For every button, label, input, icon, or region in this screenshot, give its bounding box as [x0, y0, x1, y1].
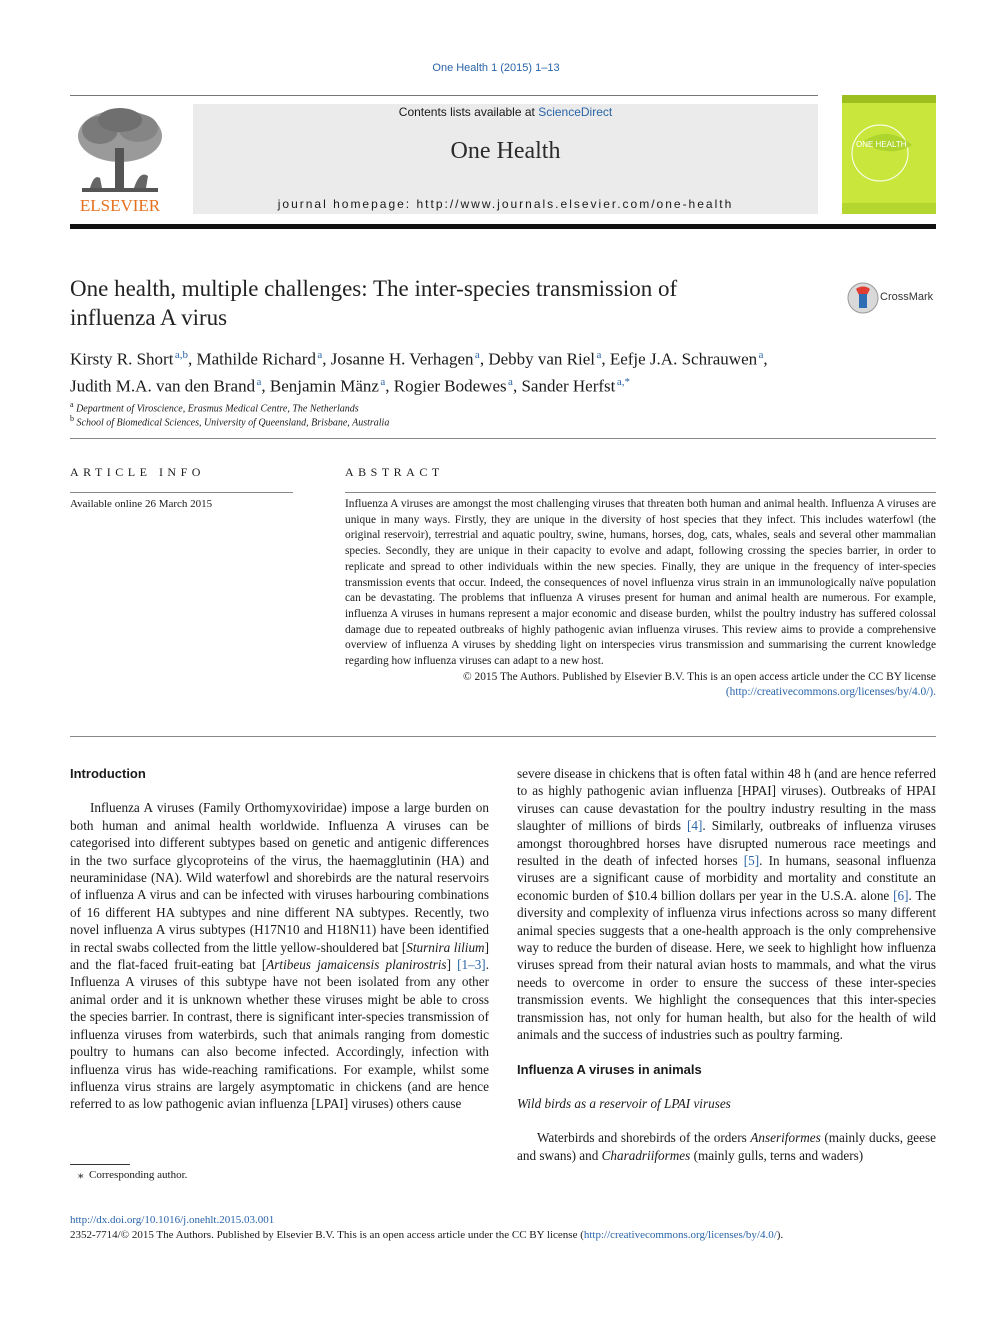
- journal-citation[interactable]: One Health 1 (2015) 1–13: [432, 62, 560, 74]
- author[interactable]: Eefje J.A. Schrauwen: [609, 349, 758, 369]
- svg-text:ONE HEALTH: ONE HEALTH: [856, 140, 907, 149]
- left-column: [70, 765, 489, 1113]
- author[interactable]: Rogier Bodewes: [393, 376, 507, 396]
- header-thick-rule: [70, 224, 936, 229]
- abstract-license: © 2015 The Authors. Published by Elsevier B.V. This is an open access article under the CC BY license: [463, 670, 936, 683]
- intro-paragraph: Influenza A viruses (Family Orthomyxoviridae) impose a large burden on both human and animal health worldwide. Influenza A viruses can be categorised into different subtypes based on genetic and antigenic differences in the two surface glycoproteins of the virus, the haemagglutinin (HA) and neuraminidase (NA). Wild waterfowl and shorebirds are the natural reservoirs of influenza A virus and can be infected with viruses harbouring combinations of 16 different HA subtypes and nine different NA subtypes. Recently, two novel influenza A virus subtypes (H17N10 and H18N11) have been identified in rectal swabs collected from the little yellow-shouldered bat [Sturnira lilium] and the flat-faced fruit-eating bat [Artibeus jamaicensis planirostris] [1–3]. Influenza A viruses of this subtype have not been isolated from any other animal order and it is unknown whether these viruses might be able to cross the species barrier. In contrast, there is significant inter-species transmission of influenza viruses from waterbirds, such that animals ranging from domestic poultry to humans can also become infected. Accordingly, infection with influenza virus has wide-reaching ramifications. For example, whilst some influenza virus strains are largely asymptomatic in chickens (and are hence referred to as low pathogenic avian influenza [LPAI] viruses) others cause: [70, 800, 489, 1112]
- section-heading-animals: Influenza A viruses in animals: [517, 1061, 702, 1077]
- corresponding-author-footnote: ⁎ Corresponding author.: [78, 1169, 188, 1181]
- author-list: [70, 344, 936, 397]
- footnote-rule: [70, 1164, 130, 1165]
- author[interactable]: Sander Herfst: [521, 376, 616, 396]
- elsevier-wordmark: ELSEVIER: [79, 196, 161, 215]
- cover-graphic-icon: [842, 95, 936, 214]
- author-line-2: Judith M.A. van den Brand $^a$, Benjamin Mänz $^a$, Rogier Bodewes $^a$, Sander Herfst $^{a,*}$: [70, 375, 630, 396]
- author[interactable]: Benjamin Mänz: [269, 376, 379, 396]
- elsevier-logo[interactable]: [70, 104, 170, 216]
- contents-line: Contents lists available at ScienceDirect: [398, 105, 613, 119]
- header-rule: [70, 95, 818, 96]
- journal-homepage[interactable]: journal homepage: http://www.journals.elsevier.com/one-health: [277, 197, 734, 211]
- subsection-heading: Wild birds as a reservoir of LPAI viruses: [517, 1095, 731, 1111]
- sciencedirect-link[interactable]: ScienceDirect: [538, 105, 613, 119]
- reference-link[interactable]: [4]: [687, 818, 703, 834]
- section-heading-introduction: Introduction: [70, 766, 146, 781]
- journal-title: One Health: [450, 138, 561, 164]
- author[interactable]: Josanne H. Verhagen: [330, 349, 474, 369]
- affiliation-rule: [70, 438, 936, 439]
- affiliation-b: $^b$ School of Biomedical Sciences, University of Queensland, Brisbane, Australia: [70, 414, 390, 429]
- author[interactable]: Kirsty R. Short: [70, 349, 174, 369]
- right-column: [517, 765, 936, 1164]
- body-paragraph: severe disease in chickens that is often fatal within 48 h (and are hence referred to as highly pathogenic avian influenza [HPAI] viruses). Outbreaks of HPAI viruses can cause devastation for the poultry industry resulting in the mass slaughter of millions of birds [4]. Similarly, outbreaks of influenza viruses amongst thoroughbred horses have disrupted numerous race meetings and resulted in the death of infected horses [5]. In humans, seasonal influenza viruses are a significant cause of morbidity and mortality and constitute an economic burden of $10.4 billion dollars per year in the U.S.A. alone [6]. The diversity and complexity of influenza virus infections across so many different animal species suggests that a one-health approach is the only comprehensive way to reduce the burden of disease. Here, we seek to highlight how influenza viruses spread from their natural avian hosts to mammals, and what the virus needs to overcome in order to ensure the success of these inter-species transmission events. We highlight the consequences that this inter-species transmission has, not only for human health, but also for the health of wild animals and the success of industries such as poultry farming.: [517, 766, 937, 1043]
- doi-link[interactable]: http://dx.doi.org/10.1016/j.onehlt.2015.03.001: [70, 1214, 275, 1226]
- author[interactable]: Judith M.A. van den Brand: [70, 376, 256, 396]
- article-title: One health, multiple challenges: The inter-species transmission of influenza A virus: [70, 276, 678, 330]
- affiliation-a: $^a$ Department of Viroscience, Erasmus Medical Centre, The Netherlands: [70, 400, 359, 415]
- abstract-heading: ABSTRACT: [345, 465, 444, 479]
- reference-link[interactable]: [1–3]: [457, 957, 486, 973]
- license-link[interactable]: (http://creativecommons.org/licenses/by/4.0/).: [725, 686, 936, 699]
- reference-link[interactable]: [6]: [893, 887, 909, 903]
- author-line-1: Kirsty R. Short $^{a,b}$, Mathilde Richard $^a$, Josanne H. Verhagen $^a$, Debby van Riel $^a$, Eefje J.A. Schrauwen $^a$,: [70, 349, 768, 369]
- copyright-footer: 2352-7714/© 2015 The Authors. Published by Elsevier B.V. This is an open access article under the CC BY license (http://creativecommons.org/licenses/by/4.0/).: [70, 1229, 784, 1241]
- article-info-rule: [70, 492, 293, 493]
- author[interactable]: Mathilde Richard: [196, 349, 316, 369]
- body-paragraph: Waterbirds and shorebirds of the orders Anseriformes (mainly ducks, geese and swans) and Charadriiformes (mainly gulls, terns and waders): [517, 1130, 936, 1163]
- abstract-rule: [345, 492, 936, 493]
- author[interactable]: Debby van Riel: [488, 349, 596, 369]
- journal-cover-thumbnail[interactable]: [842, 95, 936, 214]
- elsevier-tree-icon: [70, 104, 170, 216]
- reference-link[interactable]: [5]: [743, 853, 760, 869]
- footer-license-link[interactable]: http://creativecommons.org/licenses/by/4.0/: [583, 1229, 777, 1241]
- available-online-date: Available online 26 March 2015: [70, 498, 213, 510]
- article-info-heading: ARTICLE INFO: [70, 465, 205, 479]
- crossmark-button[interactable]: CrossMark: [846, 281, 942, 315]
- abstract-bottom-rule: [70, 736, 936, 737]
- crossmark-icon: [846, 281, 880, 315]
- abstract-body: Influenza A viruses are amongst the most challenging viruses that threaten both human and animal health. Influenza A viruses are unique in many ways. Firstly, they are unique in the diversity of host species that they infect. This includes waterfowl (the original reservoir), terrestrial and aquatic poultry, swine, humans, horses, dog, cats, whales, seals and several other mammalian species. Secondly, they are unique in their capacity to evolve and adapt, following crossing the species barrier, in order to replicate and spread to other individuals within the new species. Finally, they are unique in the frequency of inter-species transmission events that occur. Indeed, the consequences of novel influenza virus strain in an immunologically naïve population can be devastating. The problems that influenza A viruses present for human and animal health are numerous. For example, influenza A viruses in humans represent a major economic and disease burden, whilst the poultry industry has suffered colossal damage due to repeated outbreaks of highly pathogenic avian influenza viruses. This review aims to provide a comprehensive overview of influenza A viruses by shedding light on interspecies virus transmission and summarising the current knowledge regarding how influenza viruses can adapt to a new host. © 2015 The Authors. Published by Elsevier B.V. This is an open access article under the CC BY license (http://creativecommons.org/licenses/by/4.0/).: [345, 498, 936, 699]
